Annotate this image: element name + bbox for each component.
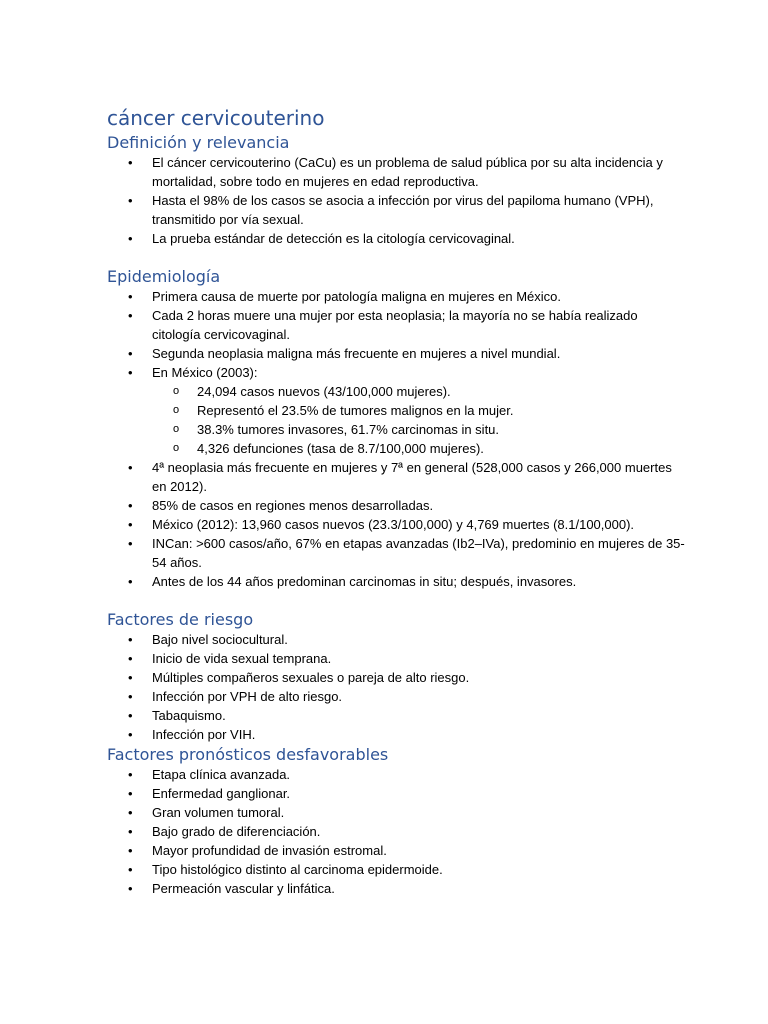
list-item-text: En México (2003): (152, 365, 258, 380)
bullet-icon: • (128, 689, 133, 704)
bullet-icon: • (128, 460, 133, 475)
bullet-icon: • (128, 193, 133, 208)
section-spacer (107, 591, 687, 609)
list-item-text: Mayor profundidad de invasión estromal. (152, 843, 387, 858)
circle-bullet-icon: o (173, 404, 180, 416)
list-item (107, 534, 687, 572)
list-item (107, 287, 687, 306)
list-item-text: Infección por VIH. (152, 727, 256, 742)
bullet-icon: • (128, 308, 133, 323)
definicion-list (107, 153, 687, 248)
list-item-text: 4ª neoplasia más frecuente en mujeres y 7ª en general (528,000 casos y 266,000 muertes en 2012). (152, 460, 672, 494)
list-item-text: Múltiples compañeros sexuales o pareja de alto riesgo. (152, 670, 470, 685)
bullet-icon: • (128, 346, 133, 361)
list-item (107, 841, 687, 860)
list-item (107, 458, 687, 496)
list-item-text: México (2012): 13,960 casos nuevos (23.3/100,000) y 4,769 muertes (8.1/100,000). (152, 517, 635, 532)
bullet-icon: • (128, 881, 133, 896)
list-item (107, 784, 687, 803)
sub-list-item-text: 4,326 defunciones (tasa de 8.7/100,000 mujeres). (197, 441, 484, 456)
list-item-text: Tabaquismo. (152, 708, 226, 723)
sub-list-item (152, 401, 687, 420)
bullet-icon: • (128, 365, 133, 380)
list-item-text: Infección por VPH de alto riesgo. (152, 689, 343, 704)
mexico-2003-sublist (152, 382, 687, 458)
bullet-icon: • (128, 574, 133, 589)
list-item (107, 515, 687, 534)
document-page (107, 104, 687, 898)
sub-list-item (152, 439, 687, 458)
list-item (107, 649, 687, 668)
bullet-icon: • (128, 517, 133, 532)
bullet-icon: • (128, 231, 133, 246)
list-item-text: Primera causa de muerte por patología maligna en mujeres en México. (152, 289, 561, 304)
bullet-icon: • (128, 708, 133, 723)
list-item-text: Hasta el 98% de los casos se asocia a infección por virus del papiloma humano (VPH), transmitido por vía sexual. (152, 193, 654, 227)
list-item-text: Segunda neoplasia maligna más frecuente en mujeres a nivel mundial. (152, 346, 561, 361)
sub-list-item (152, 420, 687, 439)
section-heading-epidemiologia: Epidemiología (107, 267, 221, 286)
list-item-text: Inicio de vida sexual temprana. (152, 651, 332, 666)
list-item (107, 879, 687, 898)
list-item (107, 822, 687, 841)
list-item-text: Gran volumen tumoral. (152, 805, 285, 820)
list-item (107, 668, 687, 687)
list-item (107, 803, 687, 822)
list-item (107, 153, 687, 191)
list-item-text: Bajo grado de diferenciación. (152, 824, 321, 839)
bullet-icon: • (128, 767, 133, 782)
sub-list-item-text: 38.3% tumores invasores, 61.7% carcinomas in situ. (197, 422, 500, 437)
list-item (107, 860, 687, 879)
bullet-icon: • (128, 289, 133, 304)
bullet-icon: • (128, 862, 133, 877)
list-item (107, 687, 687, 706)
list-item-text: Antes de los 44 años predominan carcinomas in situ; después, invasores. (152, 574, 577, 589)
list-item (107, 572, 687, 591)
sub-list-item (152, 382, 687, 401)
bullet-icon: • (128, 651, 133, 666)
list-item (107, 306, 687, 344)
bullet-icon: • (128, 843, 133, 858)
list-item (107, 496, 687, 515)
list-item (107, 706, 687, 725)
list-item-text: Bajo nivel sociocultural. (152, 632, 288, 647)
list-item-text: Permeación vascular y linfática. (152, 881, 335, 896)
riesgo-list (107, 630, 687, 744)
list-item (107, 630, 687, 649)
document-title: cáncer cervicouterino (107, 106, 325, 130)
list-item (107, 765, 687, 784)
bullet-icon: • (128, 670, 133, 685)
bullet-icon: • (128, 632, 133, 647)
list-item-text: INCan: >600 casos/año, 67% en etapas avanzadas (Ib2–IVa), predominio en mujeres de 35-54 años. (152, 536, 685, 570)
list-item-text: El cáncer cervicouterino (CaCu) es un problema de salud pública por su alta incidencia y mortalidad, sobre todo en mujeres en edad reproductiva. (152, 155, 663, 189)
list-item-text: La prueba estándar de detección es la citología cervicovaginal. (152, 231, 515, 246)
sub-list-item-text: 24,094 casos nuevos (43/100,000 mujeres). (197, 384, 451, 399)
list-item (107, 229, 687, 248)
section-heading-riesgo: Factores de riesgo (107, 610, 254, 629)
circle-bullet-icon: o (173, 442, 180, 454)
list-item (107, 191, 687, 229)
list-item-text: Etapa clínica avanzada. (152, 767, 291, 782)
sub-list-item-text: Representó el 23.5% de tumores malignos en la mujer. (197, 403, 514, 418)
bullet-icon: • (128, 498, 133, 513)
bullet-icon: • (128, 536, 133, 551)
list-item-text: Enfermedad ganglionar. (152, 786, 291, 801)
bullet-icon: • (128, 155, 133, 170)
list-item (107, 344, 687, 363)
list-item (107, 363, 687, 458)
circle-bullet-icon: o (173, 423, 180, 435)
bullet-icon: • (128, 727, 133, 742)
bullet-icon: • (128, 805, 133, 820)
list-item-text: 85% de casos en regiones menos desarrolladas. (152, 498, 434, 513)
circle-bullet-icon: o (173, 385, 180, 397)
bullet-icon: • (128, 824, 133, 839)
epidemiologia-list (107, 287, 687, 591)
list-item-text: Cada 2 horas muere una mujer por esta neoplasia; la mayoría no se había realizado citología cervicovaginal. (152, 308, 638, 342)
list-item-text: Tipo histológico distinto al carcinoma epidermoide. (152, 862, 443, 877)
list-item (107, 725, 687, 744)
section-heading-definicion: Definición y relevancia (107, 133, 290, 152)
pronosticos-list (107, 765, 687, 898)
section-heading-pronosticos: Factores pronósticos desfavorables (107, 745, 389, 764)
section-spacer (107, 248, 687, 266)
bullet-icon: • (128, 786, 133, 801)
